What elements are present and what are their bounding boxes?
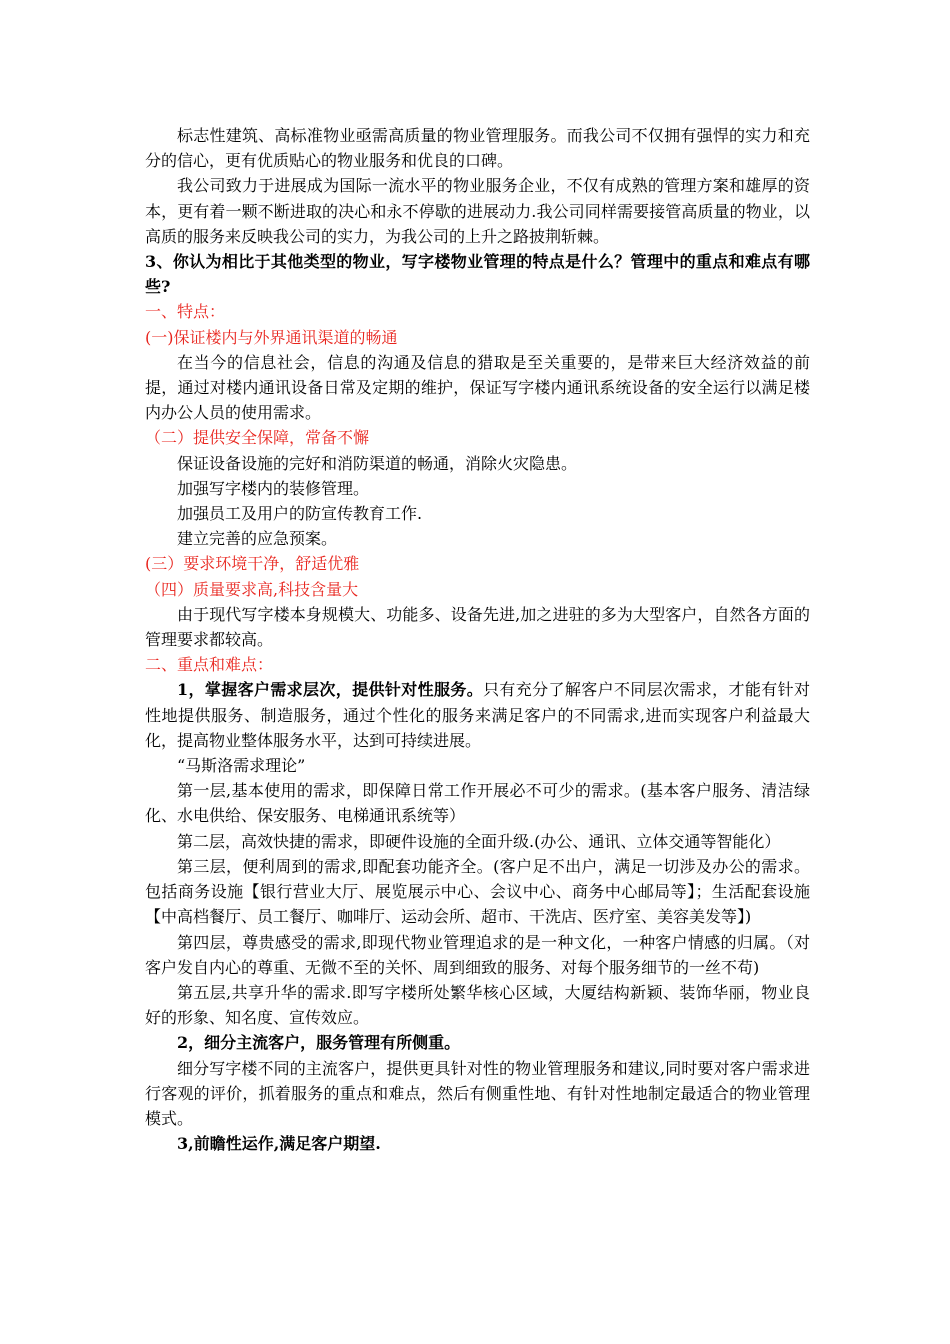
intro-paragraph-2: 我公司致力于进展成为国际一流水平的物业服务企业，不仅有成熟的管理方案和雄厚的资本，更有着一颗不断进取的决心和永不停歇的进展动力.我公司同样需要接管高质量的物业，以高质的服务来反映我公司的实力，为我公司的上升之路披荆斩棘。 [145, 176, 810, 246]
need-layer-4: 第四层，尊贵感受的需求,即现代物业管理追求的是一种文化，一种客户情感的归属。（对客户发自内心的尊重、无微不至的关怀、周到细致的服务、对每个服务细节的一丝不苟) [145, 932, 810, 977]
section-1-item-2-line-1: 保证设备设施的完好和消防渠道的畅通，消除火灾隐患。 [177, 453, 578, 473]
section-1-item-2-line-3: 加强员工及用户的防宣传教育工作. [177, 504, 423, 524]
section-1-item-3-title: (三）要求环境干净，舒适优雅 [145, 554, 360, 574]
section-1-item-1-text: 在当今的信息社会，信息的沟通及信息的猎取是至关重要的，是带来巨大经济效益的前提，通过对楼内通讯设备日常及定期的维护，保证写字楼内通讯系统设备的安全运行以满足楼内办公人员的使用需求。 [145, 352, 810, 423]
intro-paragraph-1: 标志性建筑、高标准物业亟需高质量的物业管理服务。而我公司不仅拥有强悍的实力和充分的信心，更有优质贴心的物业服务和优良的口碑。 [145, 126, 810, 171]
section-2-paragraph-1-text: 只有充分了解客户不同层次需求，才能有针对性地提供服务、制造服务，通过个性化的服务来满足客户的不同需求,进而实现客户利益最大化，提高物业整体服务水平，达到可持续进展。 [145, 680, 810, 750]
section-1-item-4-text: 由于现代写字楼本身规模大、功能多、设备先进,加之进驻的多为大型客户，自然各方面的管理要求都较高。 [145, 604, 810, 650]
need-layer-3: 第三层，便利周到的需求,即配套功能齐全。(客户足不出户，满足一切涉及办公的需求。包括商务设施【银行营业大厅、展览展示中心、会议中心、商务中心邮局等】；生活配套设施【中高档餐厅、员工餐厅、咖啡厅、运动会所、超市、干洗店、医疗室、美容美发等】) [145, 856, 810, 927]
section-2-paragraph-1 [145, 677, 810, 753]
section-2-paragraph-3-bold: 3,前瞻性运作,满足客户期望. [177, 1134, 381, 1154]
need-layer-1: 第一层,基本使用的需求，即保障日常工作开展必不可少的需求。(基本客户服务、清洁绿化、水电供给、保安服务、电梯通讯系统等） [145, 781, 810, 826]
section-1-item-2-line-4: 建立完善的应急预案。 [177, 529, 338, 549]
need-layer-5: 第五层,共享升华的需求.即写字楼所处繁华核心区域，大厦结构新颖、装饰华丽，物业良好的形象、知名度、宣传效应。 [145, 982, 810, 1028]
section-2-paragraph-2-text: 细分写字楼不同的主流客户，提供更具针对性的物业管理服务和建议,同时要对客户需求进行客观的评价，抓着服务的重点和难点，然后有侧重性地、有针对性地制定最适合的物业管理模式。 [145, 1058, 810, 1128]
section-1-title: 一、特点： [145, 302, 226, 322]
section-1-item-4-title: （四）质量要求高,科技含量大 [145, 579, 359, 599]
section-2-title: 二、重点和难点： [145, 655, 274, 675]
need-layer-2: 第二层，高效快捷的需求，即硬件设施的全面升级.(办公、通讯、立体交通等智能化） [177, 831, 781, 851]
question-heading: 3、你认为相比于其他类型的物业，写字楼物业管理的特点是什么？管理中的重点和难点有哪些? [145, 252, 810, 297]
section-2-paragraph-2-bold: 2，细分主流客户，服务管理有所侧重。 [177, 1033, 461, 1053]
section-1-item-2-title: （二）提供安全保障，常备不懈 [145, 428, 370, 448]
maslow-theory-label: “马斯洛需求理论” [177, 756, 306, 776]
section-2-paragraph-1-bold: 1，掌握客户需求层次，提供针对性服务。 [177, 680, 484, 700]
section-1-item-1-title: (一)保证楼内与外界通讯渠道的畅通 [145, 327, 398, 347]
section-1-item-2-line-2: 加强写字楼内的装修管理。 [177, 478, 370, 498]
document-body [145, 123, 810, 1156]
